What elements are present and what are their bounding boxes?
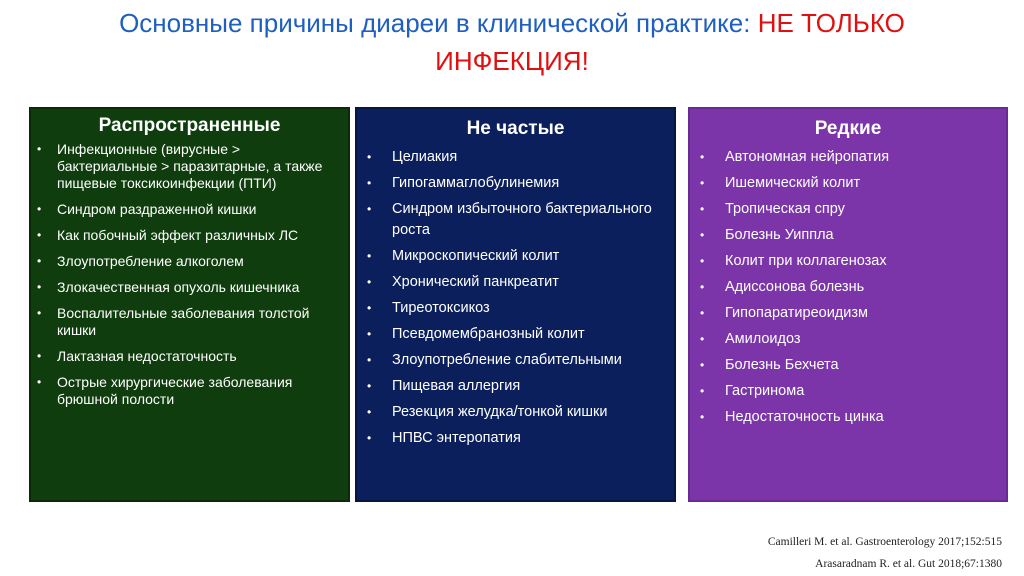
bullet-icon: • — [367, 327, 372, 341]
list-item-text: Синдром избыточного бактериального роста — [392, 201, 652, 238]
list-item — [367, 173, 668, 194]
list-item — [367, 402, 668, 423]
list-item-text: Псевдомембранозный колит — [392, 326, 585, 342]
bullet-icon: • — [700, 150, 705, 164]
list-item-text: Гипопаратиреоидизм — [725, 305, 868, 321]
bullet-icon: • — [37, 349, 42, 363]
list-item — [367, 324, 668, 345]
list-item — [367, 272, 668, 293]
bullet-icon: • — [37, 228, 42, 242]
list-item — [37, 141, 340, 192]
common-causes-heading: Распространенные — [98, 115, 281, 136]
title-emphasis: НЕ ТОЛЬКО — [757, 8, 905, 38]
bullet-icon: • — [37, 306, 42, 320]
list-item — [37, 374, 340, 408]
list-item — [700, 225, 1000, 246]
bullet-icon: • — [367, 379, 372, 393]
list-item-text: Целиакия — [392, 149, 458, 165]
list-item-text: Гипогаммаглобулинемия — [392, 175, 560, 191]
list-item — [700, 251, 1000, 272]
reference-2: Arasaradnam R. et al. Gut 2018;67:1380 — [815, 558, 1002, 570]
list-item-text: Гастринома — [725, 383, 805, 399]
list-item — [37, 305, 340, 339]
list-item — [37, 348, 340, 365]
list-item-text: Как побочный эффект различных ЛС — [57, 227, 299, 243]
bullet-icon: • — [367, 249, 372, 263]
bullet-icon: • — [367, 275, 372, 289]
list-item — [37, 201, 340, 218]
list-item-text: Тиреотоксикоз — [392, 300, 490, 316]
list-item — [700, 329, 1000, 350]
list-item-text: Амилоидоз — [725, 331, 801, 347]
uncommon-causes-panel — [355, 107, 676, 502]
list-item-text: Злоупотребление слабительными — [392, 352, 622, 368]
uncommon-causes-heading: Не частые — [466, 118, 565, 139]
rare-causes-list — [690, 147, 1006, 428]
bullet-icon: • — [700, 228, 705, 242]
list-item — [700, 303, 1000, 324]
bullet-icon: • — [700, 358, 705, 372]
list-item-text: Острые хирургические заболевания брюшной полости — [57, 374, 293, 407]
list-item-text: Пищевая аллергия — [392, 378, 521, 394]
bullet-icon: • — [37, 280, 42, 294]
list-item-text: Ишемический колит — [725, 175, 861, 191]
rare-causes-panel — [688, 107, 1008, 502]
bullet-icon: • — [700, 384, 705, 398]
list-item — [700, 407, 1000, 428]
list-item-text: Лактазная недостаточность — [57, 348, 237, 364]
list-item-text: Болезнь Уиппла — [725, 227, 834, 243]
title-emphasis-line2: ИНФЕКЦИЯ! — [435, 46, 589, 76]
reference-1: Camilleri M. et al. Gastroenterology 2017;152:515 — [767, 536, 1002, 548]
list-item-text: Резекция желудка/тонкой кишки — [392, 404, 608, 420]
list-item-text: Тропическая спру — [725, 201, 845, 217]
list-item-text: Болезнь Бехчета — [725, 357, 839, 373]
common-causes-panel — [29, 107, 350, 502]
bullet-icon: • — [367, 301, 372, 315]
rare-causes-heading: Редкие — [814, 118, 882, 139]
list-item — [367, 428, 668, 449]
list-item-text: Воспалительные заболевания толстой кишки — [57, 305, 310, 338]
bullet-icon: • — [37, 202, 42, 216]
bullet-icon: • — [367, 353, 372, 367]
list-item-text: Синдром раздраженной кишки — [57, 201, 257, 217]
list-item — [700, 381, 1000, 402]
list-item-text: Колит при коллагенозах — [725, 253, 887, 269]
bullet-icon: • — [37, 142, 42, 156]
bullet-icon: • — [700, 202, 705, 216]
list-item-text: Недостаточность цинка — [725, 409, 884, 425]
bullet-icon: • — [367, 405, 372, 419]
bullet-icon: • — [37, 375, 42, 389]
list-item — [700, 355, 1000, 376]
bullet-icon: • — [367, 150, 372, 164]
bullet-icon: • — [700, 332, 705, 346]
list-item — [367, 199, 668, 241]
list-item — [700, 173, 1000, 194]
list-item — [37, 279, 340, 296]
list-item-text: Хронический панкреатит — [392, 274, 559, 290]
list-item — [37, 253, 340, 270]
slide-title — [0, 4, 1024, 80]
bullet-icon: • — [367, 202, 372, 216]
list-item — [700, 147, 1000, 168]
list-item-text: Злокачественная опухоль кишечника — [57, 279, 300, 295]
bullet-icon: • — [37, 254, 42, 268]
list-item — [700, 199, 1000, 220]
list-item-text: Злоупотребление алкоголем — [57, 253, 244, 269]
list-item — [367, 246, 668, 267]
bullet-icon: • — [700, 280, 705, 294]
bullet-icon: • — [367, 176, 372, 190]
list-item — [700, 277, 1000, 298]
list-item — [367, 147, 668, 168]
list-item-text: Микроскопический колит — [392, 248, 560, 264]
list-item — [367, 298, 668, 319]
bullet-icon: • — [700, 254, 705, 268]
bullet-icon: • — [700, 306, 705, 320]
list-item-text: Адиссонова болезнь — [725, 279, 865, 295]
bullet-icon: • — [700, 410, 705, 424]
bullet-icon: • — [367, 431, 372, 445]
common-causes-list — [31, 141, 348, 408]
list-item-text: Автономная нейропатия — [725, 149, 890, 165]
title-main: Основные причины диареи в клинической практике: — [119, 8, 758, 38]
bullet-icon: • — [700, 176, 705, 190]
list-item — [367, 376, 668, 397]
list-item-text: НПВС энтеропатия — [392, 430, 521, 446]
list-item — [367, 350, 668, 371]
uncommon-causes-list — [357, 147, 674, 449]
list-item-text: Инфекционные (вирусные > бактериальные > паразитарные, а также пищевые токсикоинфекции (ПТИ) — [57, 141, 323, 191]
list-item — [37, 227, 340, 244]
